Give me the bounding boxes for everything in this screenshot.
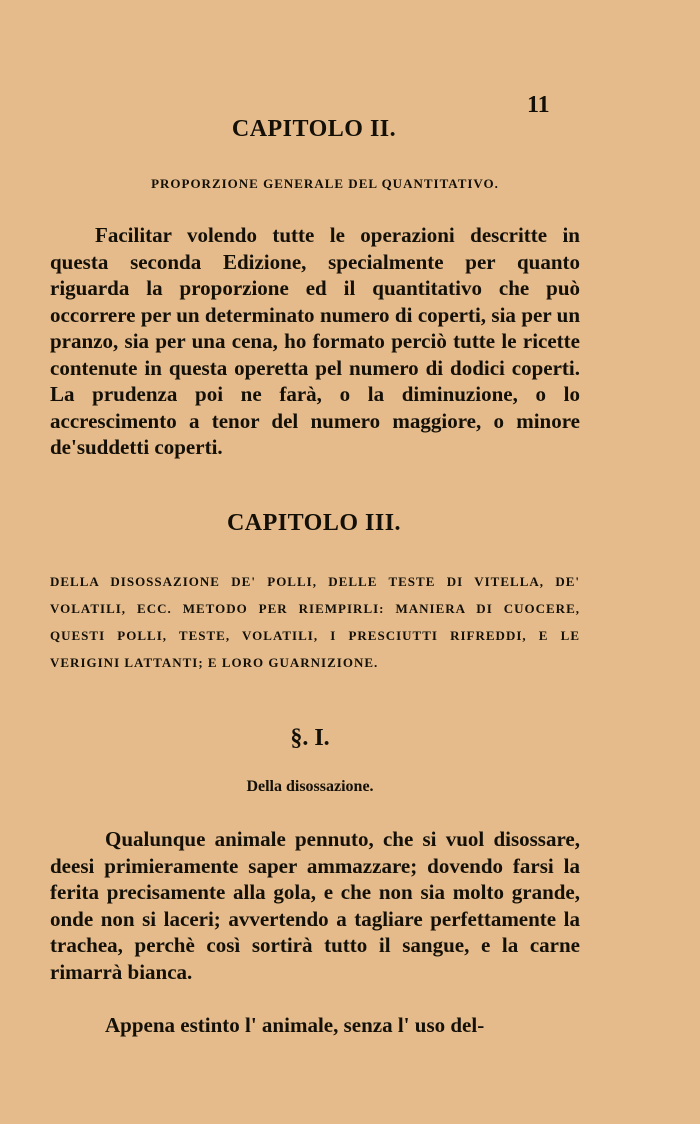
chapter-3-paragraph-1: Qualunque animale pennuto, che si vuol disossare, deesi primieramente saper ammazzare; dovendo farsi la ferita precisamente alla gola, e che non sia molto grande, onde non si laceri; avvertendo a tagliare perfettamente la trachea, perchè così sortirà tutto il sangue, e la carne rimarrà bianca. [50, 827, 580, 984]
chapter-3-title: CAPITOLO III. [226, 510, 402, 536]
page-number: 11 [527, 92, 550, 118]
chapter-2-paragraph: Facilitar volendo tutte le operazioni descritte in questa seconda Edizione, specialmente per quanto riguarda la proporzione ed il quantitativo che può occorrere per un determinato numero di coperti, sia per un pranzo, sia per una cena, ho formato perciò tutte le ricette contenute in questa operetta pel numero di dodici coperti. La prudenza poi ne farà, o la diminuzione, o lo accrescimento a tenor del numero maggiore, o minore de'suddetti coperti. [50, 223, 580, 459]
section-mark: §. I. [290, 725, 330, 751]
chapter-2-title: CAPITOLO II. [231, 116, 397, 142]
chapter-3-paragraph-2: Appena estinto l' animale, senza l' uso del- [105, 1013, 485, 1037]
chapter-2-subtitle: PROPORZIONE GENERALE DEL QUANTITATIVO. [151, 176, 499, 191]
chapter-3-subtitle: DELLA DISOSSAZIONE DE' POLLI, DELLE TESTE DI VITELLA, DE' VOLATILI, ECC. METODO PER RIEMPIRLI: MANIERA DI CUOCERE, QUESTI POLLI, TESTE, VOLATILI, I PRESCIUTTI RIFREDDI, E LE VERIGINI LATTANTI; E LORO GUARNIZIONE. [50, 574, 580, 670]
section-title: Della disossazione. [246, 778, 374, 795]
